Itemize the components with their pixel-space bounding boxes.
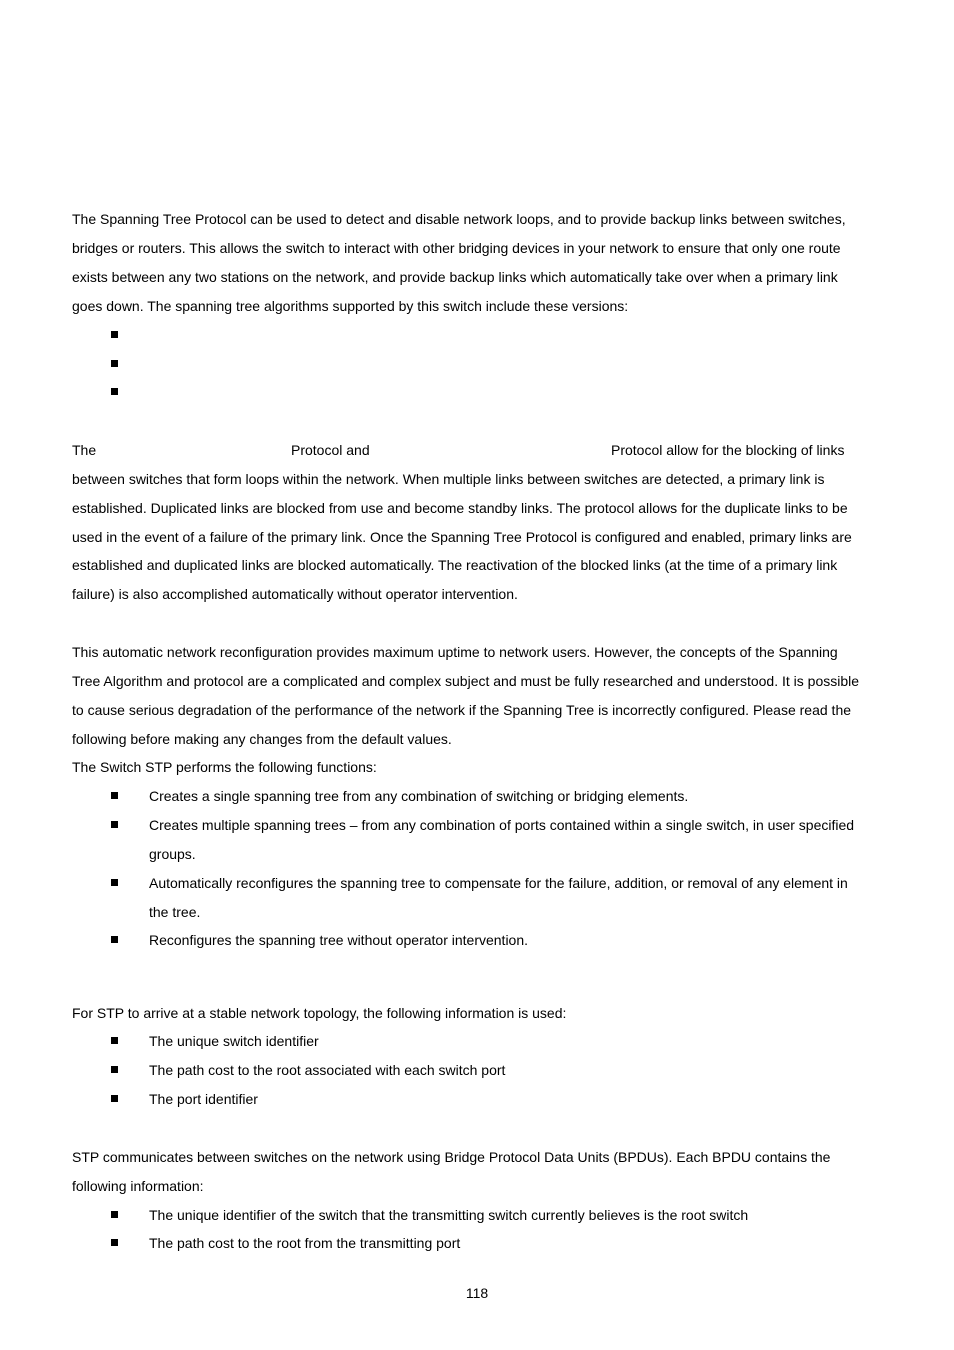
bullet-square-icon [111, 1037, 118, 1044]
bullet-square-icon [111, 1066, 118, 1073]
function-item: Reconfigures the spanning tree without operator intervention. [149, 932, 529, 948]
para2-line: used in the event of a failure of the primary link. Once the Spanning Tree Protocol is configured and enabled, primary links are [72, 529, 852, 545]
para2-line: between switches that form loops within the network. When multiple links between switches are detected, a primary link is [72, 471, 825, 487]
function-item-continuation: groups. [149, 846, 196, 862]
intro-line: bridges or routers. This allows the switch to interact with other bridging devices in your network to ensure that only one route [72, 240, 841, 256]
para3-line: to cause serious degradation of the performance of the network if the Spanning Tree is incorrectly configured. Please read the [72, 702, 852, 718]
bpdu-intro-line: following information: [72, 1178, 204, 1194]
bpdu-intro-line: STP communicates between switches on the network using Bridge Protocol Data Units (BPDUs). Each BPDU contains the [72, 1149, 831, 1165]
page-number: 118 [465, 1285, 489, 1301]
function-item: Creates multiple spanning trees – from any combination of ports contained within a single switch, in user specified [149, 817, 855, 833]
bullet-square-icon [111, 1239, 118, 1246]
para2-fragment: Protocol allow for the blocking of links [611, 442, 845, 458]
para2-line: failure) is also accomplished automatically without operator intervention. [72, 586, 518, 602]
para3-line: following before making any changes from the default values. [72, 731, 452, 747]
bullet-square-icon [111, 1211, 118, 1218]
para2-line: established and duplicated links are blocked automatically. The reactivation of the blocked links (at the time of a primary link [72, 557, 838, 573]
bullet-square-icon [111, 360, 118, 367]
para3-line: The Switch STP performs the following functions: [72, 759, 377, 775]
topology-item: The path cost to the root associated with each switch port [149, 1062, 506, 1078]
topology-item: The port identifier [149, 1091, 258, 1107]
para3-line: Tree Algorithm and protocol are a complicated and complex subject and must be fully researched and understood. It is possible [72, 673, 860, 689]
bpdu-item: The path cost to the root from the transmitting port [149, 1235, 461, 1251]
intro-line: exists between any two stations on the network, and provide backup links which automatically take over when a primary link [72, 269, 838, 285]
bullet-square-icon [111, 879, 118, 886]
intro-line: The Spanning Tree Protocol can be used to detect and disable network loops, and to provide backup links between switches, [72, 211, 846, 227]
bullet-square-icon [111, 331, 118, 338]
function-item: Automatically reconfigures the spanning tree to compensate for the failure, addition, or removal of any element in [149, 875, 848, 891]
bullet-square-icon [111, 821, 118, 828]
para3-line: This automatic network reconfiguration provides maximum uptime to network users. However, the concepts of the Spanning [72, 644, 838, 660]
function-item-continuation: the tree. [149, 904, 201, 920]
topology-item: The unique switch identifier [149, 1033, 319, 1049]
intro-line: goes down. The spanning tree algorithms supported by this switch include these versions: [72, 298, 629, 314]
bpdu-item: The unique identifier of the switch that the transmitting switch currently believes is the root switch [149, 1207, 749, 1223]
para2-fragment: The [72, 442, 97, 458]
para2-fragment: Protocol and [291, 442, 370, 458]
bullet-square-icon [111, 792, 118, 799]
bullet-square-icon [111, 388, 118, 395]
topology-intro: For STP to arrive at a stable network topology, the following information is used: [72, 1005, 567, 1021]
para2-line: established. Duplicated links are blocked from use and become standby links. The protocol allows for the duplicate links to be [72, 500, 848, 516]
bullet-square-icon [111, 936, 118, 943]
function-item: Creates a single spanning tree from any combination of switching or bridging elements. [149, 788, 689, 804]
bullet-square-icon [111, 1095, 118, 1102]
